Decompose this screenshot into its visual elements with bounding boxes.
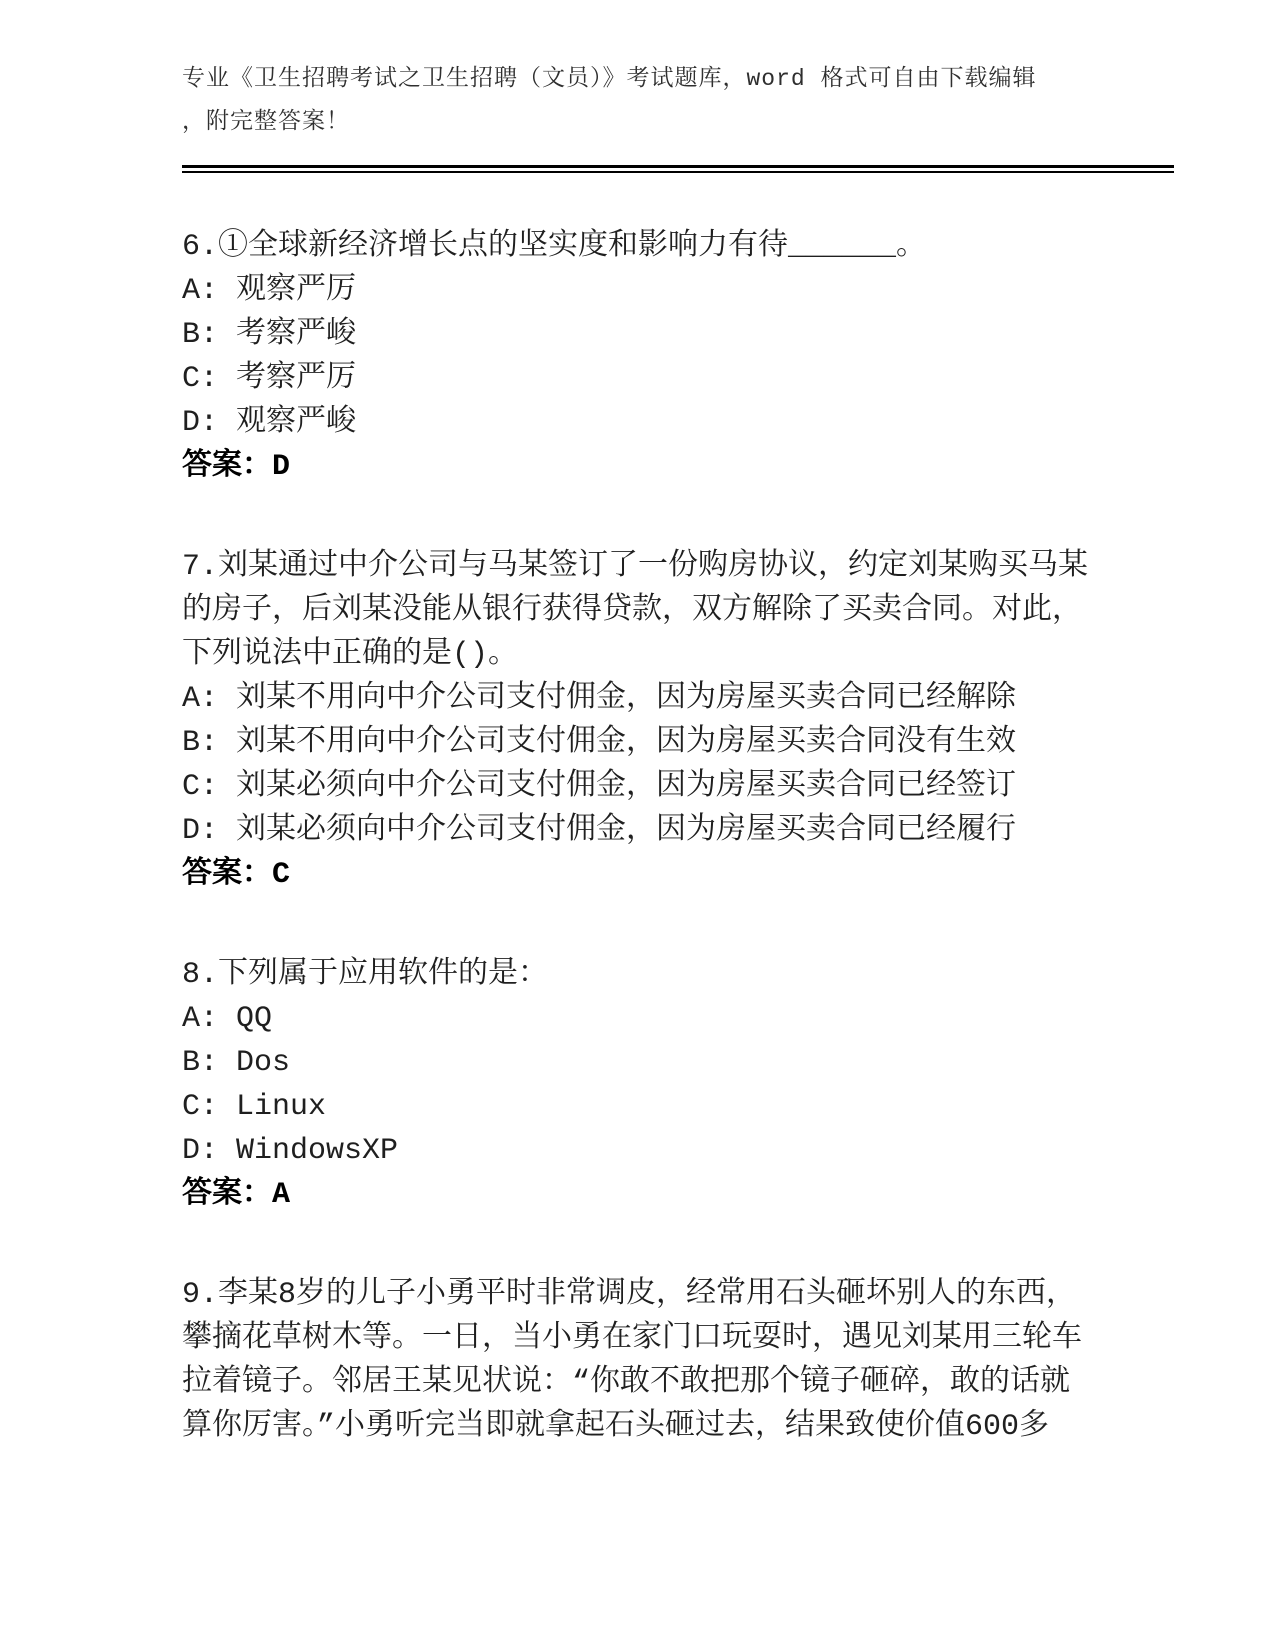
question-8 (182, 953, 1082, 1217)
option-label: C: (182, 1090, 219, 1124)
question-stem-text: 李某8岁的儿子小勇平时非常调皮，经常用石头砸坏别人的东西， (218, 1278, 1077, 1312)
answer-value: A (272, 1178, 291, 1212)
question-stem (182, 1273, 1082, 1317)
question-stem (182, 225, 1082, 269)
option-row-b (182, 721, 1082, 765)
question-stem (182, 545, 1089, 589)
option-label: D: (182, 814, 219, 848)
answer-row (182, 445, 1082, 489)
option-label: A: (182, 1002, 219, 1036)
option-text: 观察严厉 (236, 274, 357, 308)
header-line-1: 专业《卫生招聘考试之卫生招聘（文员）》考试题库，word 格式可自由下载编辑 (182, 66, 1037, 92)
option-label: C: (182, 362, 219, 396)
question-number: 6. (182, 230, 219, 264)
option-row-c (182, 1085, 1082, 1129)
question-stem (182, 953, 1082, 997)
answer-label: 答案： (182, 858, 272, 892)
option-row-d (182, 401, 1082, 445)
option-row-b (182, 313, 1082, 357)
question-stem-continued: 攀摘花草树木等。一日，当小勇在家门口玩耍时，遇见刘某用三轮车 (182, 1322, 1082, 1356)
option-label: D: (182, 1134, 219, 1168)
question-stem-continued: 下列说法中正确的是()。 (182, 638, 519, 672)
question-stem-continued: 的房子，后刘某没能从银行获得贷款，双方解除了买卖合同。对此， (182, 594, 1082, 628)
answer-value: D (272, 450, 291, 484)
option-row-c (182, 765, 1082, 809)
question-number: 8. (182, 958, 219, 992)
option-label: B: (182, 726, 219, 760)
question-7 (182, 545, 1089, 897)
option-row-a (182, 677, 1082, 721)
question-stem-continued: 算你厉害。”小勇听完当即就拿起石头砸过去，结果致使价值600多 (182, 1410, 1050, 1444)
document-header (182, 58, 1275, 144)
option-text: 考察严厉 (236, 362, 357, 396)
option-text: 刘某必须向中介公司支付佣金，因为房屋买卖合同已经履行 (236, 814, 1017, 848)
option-row-a (182, 997, 1082, 1041)
option-text: WindowsXP (236, 1134, 399, 1168)
answer-label: 答案： (182, 1178, 272, 1212)
option-text: Linux (236, 1090, 327, 1124)
option-row-d (182, 1129, 1082, 1173)
question-number: 7. (182, 550, 219, 584)
option-label: C: (182, 770, 219, 804)
question-stem-text: 下列属于应用软件的是： (218, 958, 549, 992)
answer-value: C (272, 858, 291, 892)
option-row-b (182, 1041, 1082, 1085)
option-text: 刘某必须向中介公司支付佣金，因为房屋买卖合同已经签订 (236, 770, 1017, 804)
option-text: 刘某不用向中介公司支付佣金，因为房屋买卖合同没有生效 (236, 726, 1017, 760)
option-label: A: (182, 682, 219, 716)
answer-row (182, 853, 1082, 897)
option-label: B: (182, 318, 219, 352)
question-stem-continued: 拉着镜子。邻居王某见状说：“你敢不敢把那个镜子砸碎，敢的话就 (182, 1366, 1071, 1400)
option-row-c (182, 357, 1082, 401)
document-body (182, 225, 1089, 1449)
header-divider-rule (182, 165, 1174, 173)
option-text: Dos (236, 1046, 291, 1080)
option-text: QQ (236, 1002, 273, 1036)
option-text: 刘某不用向中介公司支付佣金，因为房屋买卖合同已经解除 (236, 682, 1017, 716)
question-6 (182, 225, 1082, 489)
question-stem-text: 刘某通过中介公司与马某签订了一份购房协议，约定刘某购买马某 (218, 550, 1089, 584)
option-label: A: (182, 274, 219, 308)
header-line-2: ，附完整答案！ (182, 109, 350, 135)
question-stem-text: ①全球新经济增长点的坚实度和影响力有待______。 (218, 230, 927, 264)
option-row-a (182, 269, 1082, 313)
option-text: 观察严峻 (236, 406, 357, 440)
option-text: 考察严峻 (236, 318, 357, 352)
answer-label: 答案： (182, 450, 272, 484)
option-row-d (182, 809, 1082, 853)
option-label: D: (182, 406, 219, 440)
answer-row (182, 1173, 1082, 1217)
option-label: B: (182, 1046, 219, 1080)
question-9 (182, 1273, 1082, 1449)
question-number: 9. (182, 1278, 219, 1312)
